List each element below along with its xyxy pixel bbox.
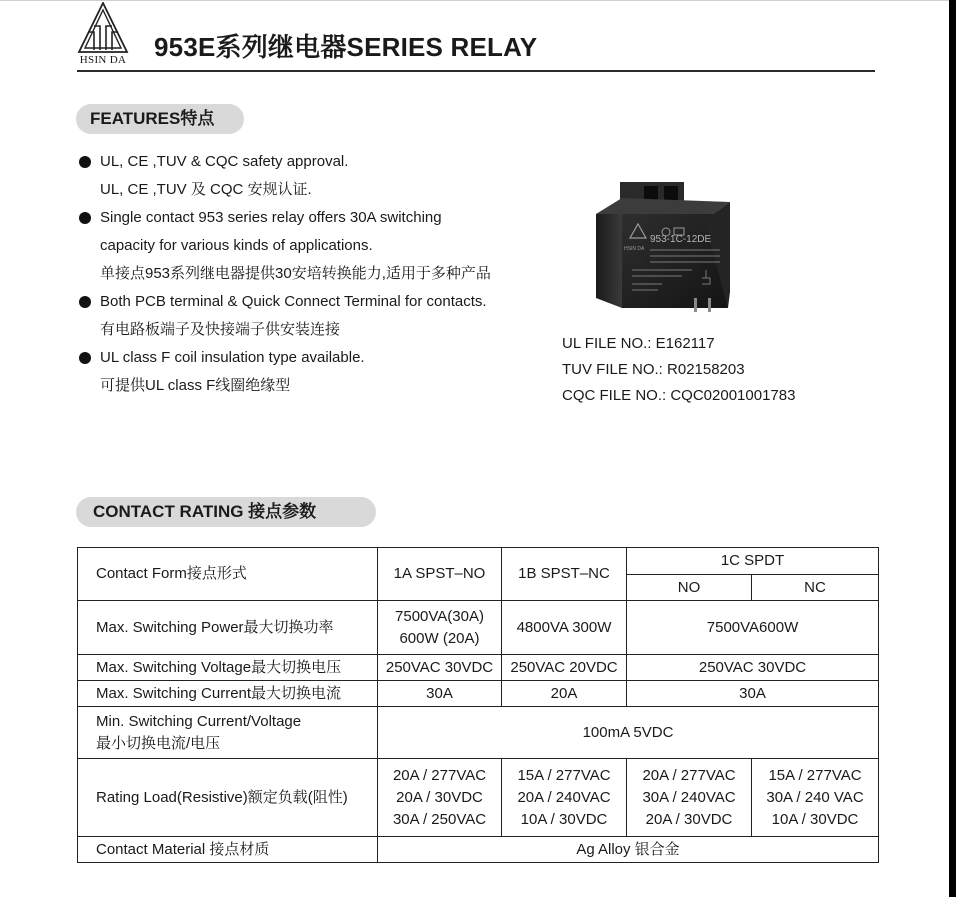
voltage-1c-cell: 250VAC 30VDC (627, 655, 879, 681)
bullet-icon (79, 352, 91, 364)
power-1a-cell (378, 601, 502, 655)
material-value: Ag Alloy 银合金 (378, 837, 879, 863)
relay-brand-text: HSIN DA (624, 246, 645, 252)
bullet-icon (79, 212, 91, 224)
col-1b-header: 1B SPST–NC (502, 548, 627, 601)
col-1a-header: 1A SPST–NO (378, 548, 502, 601)
bullet-icon (79, 296, 91, 308)
material-label: Contact Material 接点材质 (78, 837, 378, 863)
current-1c-cell: 30A (627, 681, 879, 707)
current-1a-cell: 30A (378, 681, 502, 707)
load-line: 30A / 240 VAC (766, 788, 864, 806)
load-line: 20A / 277VAC (392, 766, 487, 784)
cqc-file-no: CQC FILE NO.: CQC02001001783 (562, 387, 796, 404)
title-divider (77, 70, 875, 72)
power-1c-cell: 7500VA600W (627, 601, 879, 655)
file-numbers (562, 331, 795, 409)
features-list (77, 148, 491, 400)
feature-line: capacity for various kinds of applications. (100, 237, 373, 254)
contact-rating-heading: CONTACT RATING 接点参数 (76, 497, 376, 527)
current-label: Max. Switching Current最大切换电流 (78, 681, 378, 707)
load-1c-nc-cell (752, 759, 879, 837)
load-line: 20A / 277VAC (642, 766, 736, 784)
bullet-icon (79, 156, 91, 168)
feature-line: UL, CE ,TUV & CQC safety approval. (100, 153, 349, 170)
feature-line: 可提供UL class F线圈绝缘型 (100, 377, 291, 394)
load-line: 20A / 240VAC (517, 788, 611, 806)
col-1c-header: 1C SPDT (627, 548, 879, 575)
feature-line: Both PCB terminal & Quick Connect Terminal for contacts. (100, 293, 487, 310)
min-switching-value: 100mA 5VDC (378, 707, 879, 759)
load-line: 10A / 30VDC (520, 810, 608, 828)
power-label: Max. Switching Power最大切换功率 (78, 601, 378, 655)
tuv-file-no: TUV FILE NO.: R02158203 (562, 361, 745, 378)
min-switching-label (78, 707, 378, 759)
power-1a-line: 7500VA(30A) (395, 607, 484, 625)
feature-item (77, 204, 491, 288)
min-label-line: 最小切换电流/电压 (96, 734, 221, 752)
voltage-1b-cell: 250VAC 20VDC (502, 655, 627, 681)
voltage-1a-cell: 250VAC 30VDC (378, 655, 502, 681)
contact-rating-table (77, 547, 879, 863)
top-border (0, 0, 956, 1)
triangle-logo-icon (74, 2, 132, 54)
load-1a-cell (378, 759, 502, 837)
features-heading: FEATURES特点 (76, 104, 244, 134)
feature-line: 有电路板端子及快接端子供安装连接 (100, 321, 341, 338)
contact-form-label: Contact Form接点形式 (78, 548, 378, 601)
load-line: 15A / 277VAC (768, 766, 862, 784)
feature-item (77, 148, 491, 204)
load-1b-cell (502, 759, 627, 837)
logo-text: HSIN DA (79, 54, 127, 66)
load-line: 10A / 30VDC (771, 810, 859, 828)
feature-item (77, 288, 491, 344)
min-label-line: Min. Switching Current/Voltage (96, 712, 302, 730)
hsinda-logo (74, 2, 132, 68)
feature-item (77, 344, 491, 400)
col-1c-nc-header: NC (752, 575, 879, 601)
page-title: 953E系列继电器SERIES RELAY (154, 32, 538, 62)
rating-load-label: Rating Load(Resistive)额定负载(阻性) (78, 759, 378, 837)
feature-line: UL, CE ,TUV 及 CQC 安规认证. (100, 181, 312, 198)
feature-line: Single contact 953 series relay offers 30A switching (100, 209, 442, 226)
relay-photo (592, 180, 734, 316)
feature-line: 单接点953系列继电器提供30安培转换能力,适用于多种产品 (100, 265, 491, 282)
load-line: 30A / 250VAC (392, 810, 487, 828)
current-1b-cell: 20A (502, 681, 627, 707)
load-line: 15A / 277VAC (517, 766, 611, 784)
col-1c-no-header: NO (627, 575, 752, 601)
load-line: 20A / 30VDC (396, 788, 483, 806)
power-1a-line: 600W (20A) (399, 629, 480, 647)
feature-line: UL class F coil insulation type available. (100, 349, 365, 366)
ul-file-no: UL FILE NO.: E162117 (562, 335, 715, 352)
load-1c-no-cell (627, 759, 752, 837)
power-1b-cell: 4800VA 300W (502, 601, 627, 655)
voltage-label: Max. Switching Voltage最大切换电压 (78, 655, 378, 681)
relay-model-text: 953-1C-12DE (650, 234, 712, 245)
load-line: 20A / 30VDC (645, 810, 733, 828)
load-line: 30A / 240VAC (642, 788, 736, 806)
page-edge (949, 0, 956, 897)
